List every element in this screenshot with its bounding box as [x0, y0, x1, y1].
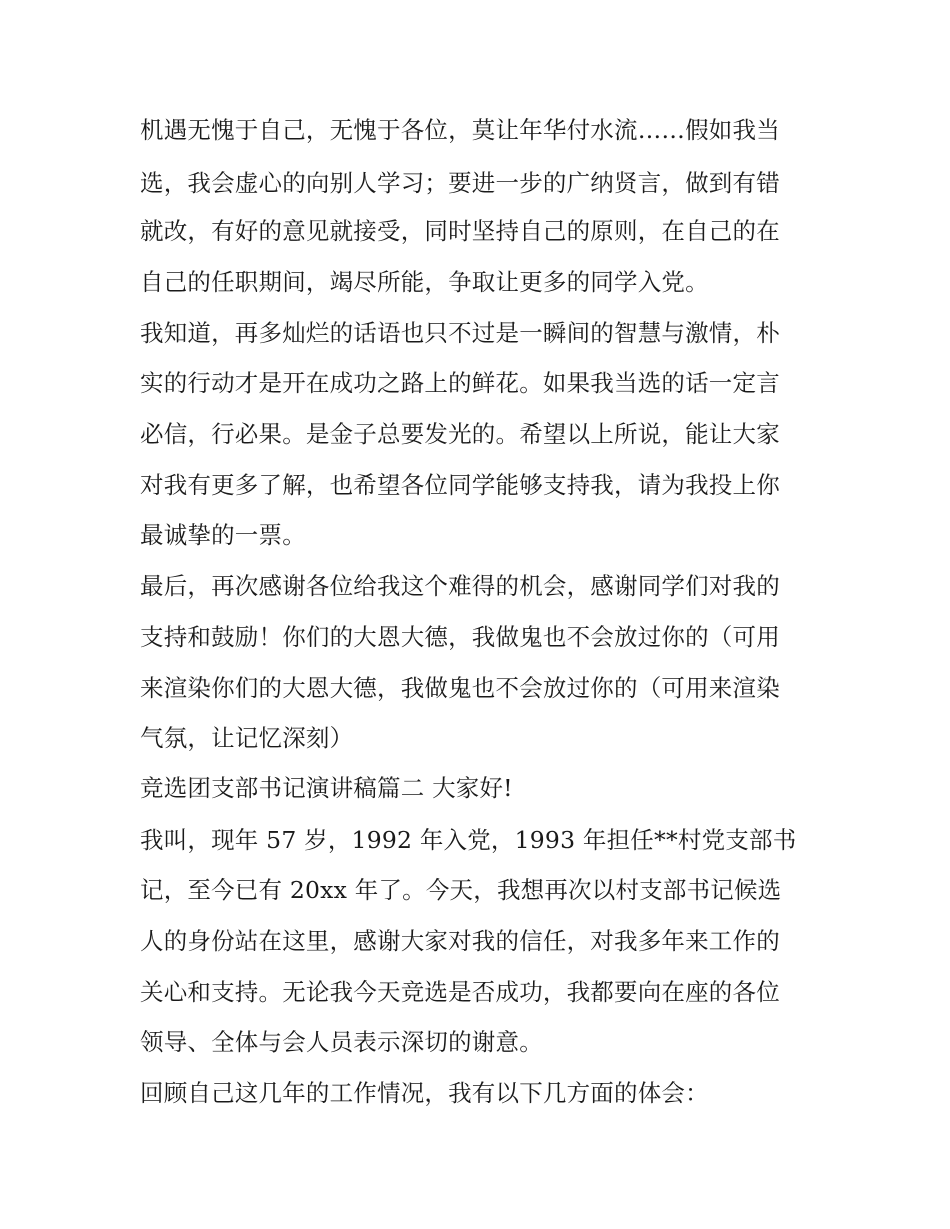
text-line: 自己的任职期间，竭尽所能，争取让更多的同学入党。 [140, 268, 709, 296]
section-heading: 竞选团支部书记演讲稿篇二 大家好! [140, 774, 513, 802]
text-line: 支持和鼓励！你们的大恩大德，我做鬼也不会放过你的（可用 [140, 623, 780, 651]
text-line: 回顾自己这几年的工作情况，我有以下几方面的体会： [140, 1079, 709, 1107]
text-line: 来渲染你们的大恩大德，我做鬼也不会放过你的（可用来渲染 [140, 674, 780, 702]
text-line: 必信，行必果。是金子总要发光的。希望以上所说，能让大家 [140, 420, 780, 448]
text-line: 人的身份站在这里，感谢大家对我的信任，对我多年来工作的 [140, 927, 780, 955]
text-line: 实的行动才是开在成功之路上的鲜花。如果我当选的话一定言 [140, 369, 780, 397]
text-line: 关心和支持。无论我今天竞选是否成功，我都要向在座的各位 [140, 978, 780, 1006]
text-line: 选，我会虚心的向别人学习；要进一步的广纳贤言，做到有错 [140, 169, 780, 197]
text-line: 最诚挚的一票。 [140, 521, 306, 549]
text-line: 气氛，让记忆深刻） [140, 724, 354, 752]
text-line: 我叫，现年 57 岁，1992 年入党，1993 年担任**村党支部书 [140, 826, 797, 854]
text-line: 机遇无愧于自己，无愧于各位，莫让年华付水流……假如我当 [140, 116, 780, 144]
text-line: 对我有更多了解，也希望各位同学能够支持我，请为我投上你 [140, 471, 780, 499]
text-line: 最后，再次感谢各位给我这个难得的机会，感谢同学们对我的 [140, 572, 780, 600]
text-line: 我知道，再多灿烂的话语也只不过是一瞬间的智慧与激情，朴 [140, 319, 780, 347]
text-line: 就改，有好的意见就接受，同时坚持自己的原则，在自己的在 [140, 217, 780, 245]
text-line: 记，至今已有 20xx 年了。今天，我想再次以村支部书记候选 [140, 876, 782, 904]
text-line: 领导、全体与会人员表示深切的谢意。 [140, 1028, 543, 1056]
